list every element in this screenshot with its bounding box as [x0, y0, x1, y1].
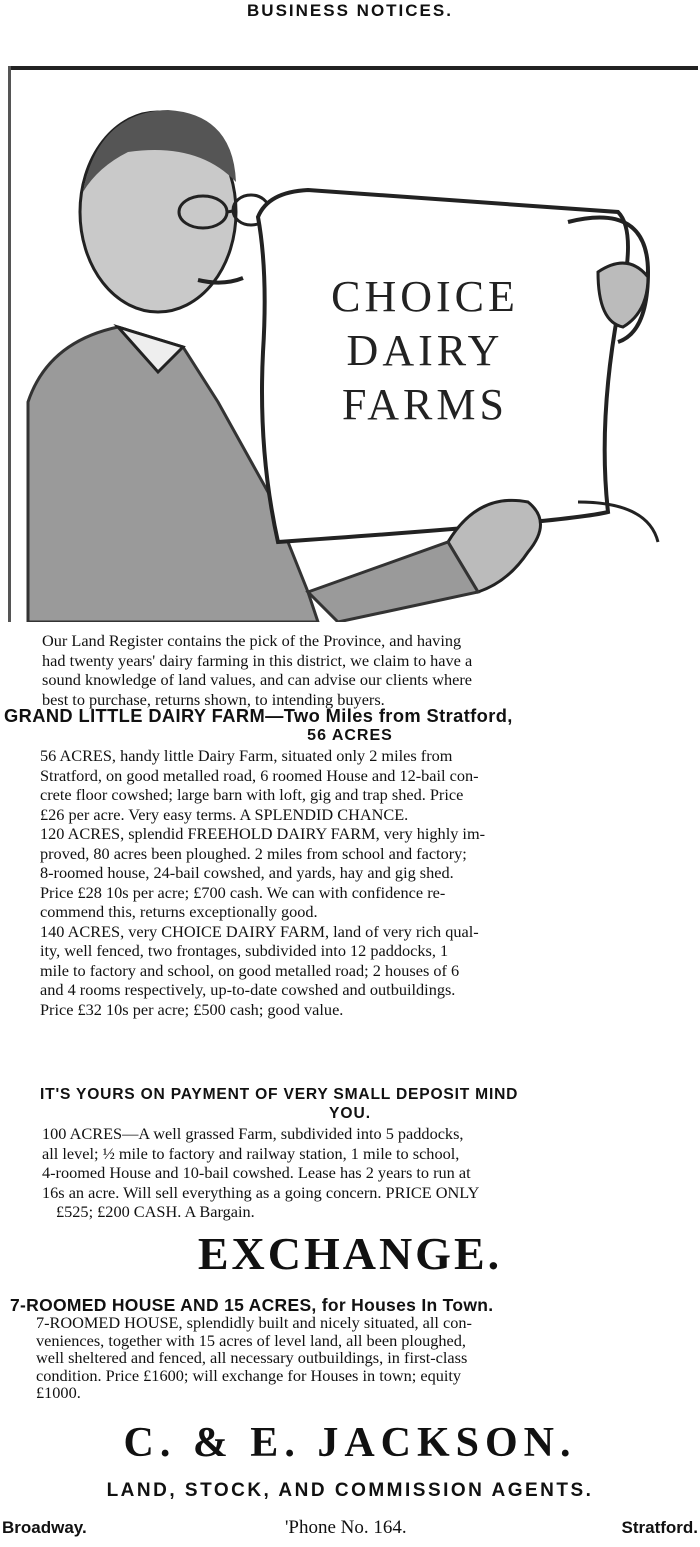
listing-line: £26 per acre. Very easy terms. A SPLENDID CHANCE. [40, 804, 409, 824]
listing-line: 16s an acre. Will sell everything as a going concern. PRICE ONLY [42, 1182, 480, 1202]
exchange-title: EXCHANGE. [197, 1228, 503, 1279]
address-right: Stratford. [621, 1518, 698, 1537]
listing-line: Price £32 10s per acre; £500 cash; good value. [40, 999, 344, 1019]
intro-line: sound knowledge of land values, and can advise our clients where [42, 670, 472, 689]
listing-line: and 4 rooms respectively, up-to-date cowshed and outbuildings. [40, 980, 456, 999]
listing-line: 140 ACRES, very CHOICE DAIRY FARM, land of very rich qual- [40, 921, 479, 941]
firm-tagline: LAND, STOCK, AND COMMISSION AGENTS. [106, 1480, 594, 1501]
listing-line: Stratford, on good metalled road, 6 roomed House and 12-bail con- [40, 765, 479, 785]
listing-line: 8-roomed house, 24-bail cowshed, and yards, hay and gig shed. [40, 863, 454, 882]
intro-line: had twenty years' dairy farming in this district, we claim to have a [42, 650, 473, 670]
listing-line: commend this, returns exceptionally good. [40, 902, 318, 921]
listing-line: 4-roomed House and 10-bail cowshed. Lease has 2 years to run at [42, 1163, 471, 1182]
listing-line: 100 ACRES—A well grassed Farm, subdivided into 5 paddocks, [42, 1124, 464, 1143]
yours-heading: IT'S YOURS ON PAYMENT OF VERY SMALL DEPOSIT MIND [40, 1086, 519, 1103]
section-header: BUSINESS NOTICES. [247, 1, 453, 20]
listing-line: all level; ½ mile to factory and railway station, 1 mile to school, [42, 1143, 460, 1163]
top-rule [8, 66, 698, 70]
listing-line: £1000. [36, 1383, 81, 1402]
firm-name: C. & E. JACKSON. [123, 1420, 577, 1466]
listing-line: Price £28 10s per acre; £700 cash. We can with confidence re- [40, 882, 446, 902]
exchange-heading: 7-ROOMED HOUSE AND 15 ACRES, for Houses In Town. [10, 1295, 494, 1315]
intro-line: best to purchase, returns shown, to intending buyers. [42, 689, 385, 709]
yours-listing [42, 1124, 479, 1222]
listing-line: 56 ACRES, handy little Dairy Farm, situated only 2 miles from [40, 746, 453, 765]
caption-line-1: CHOICE [331, 272, 519, 321]
grand-heading: GRAND LITTLE DAIRY FARM—Two Miles from Stratford, [4, 705, 513, 726]
listing-line: well sheltered and fenced, all necessary outbuildings, in first-class [36, 1348, 468, 1367]
listing-line: ity, well fenced, two frontages, subdivided into 12 paddocks, 1 [40, 941, 449, 960]
yours-subheading: YOU. [328, 1105, 372, 1122]
intro-line: Our Land Register contains the pick of the Province, and having [42, 631, 462, 650]
listing-line: proved, 80 acres been ploughed. 2 miles from school and factory; [40, 843, 467, 863]
exchange-listing [36, 1314, 472, 1402]
illustration-caption [300, 270, 550, 432]
listing-line: £525; £200 CASH. A Bargain. [56, 1202, 255, 1221]
caption-line-3: FARMS [342, 380, 508, 429]
grand-listings [40, 746, 485, 1019]
listing-line: 120 ACRES, splendid FREEHOLD DAIRY FARM, very highly im- [40, 824, 486, 843]
phone-number: 'Phone No. 164. [285, 1517, 407, 1538]
listing-line: 7-ROOMED HOUSE, splendidly built and nicely situated, all con- [36, 1313, 472, 1332]
address-left: Broadway. [2, 1518, 87, 1537]
listing-line: veniences, together with 15 acres of level land, all been ploughed, [36, 1330, 466, 1350]
intro-paragraph [42, 631, 472, 709]
listing-line: crete floor cowshed; large barn with loft, gig and trap shed. Price [40, 785, 464, 804]
listing-line: condition. Price £1600; will exchange for Houses in town; equity [36, 1365, 462, 1385]
grand-subheading: 56 ACRES [307, 727, 393, 744]
listing-line: mile to factory and school, on good metalled road; 2 houses of 6 [40, 960, 460, 980]
caption-line-2: DAIRY [346, 326, 504, 375]
